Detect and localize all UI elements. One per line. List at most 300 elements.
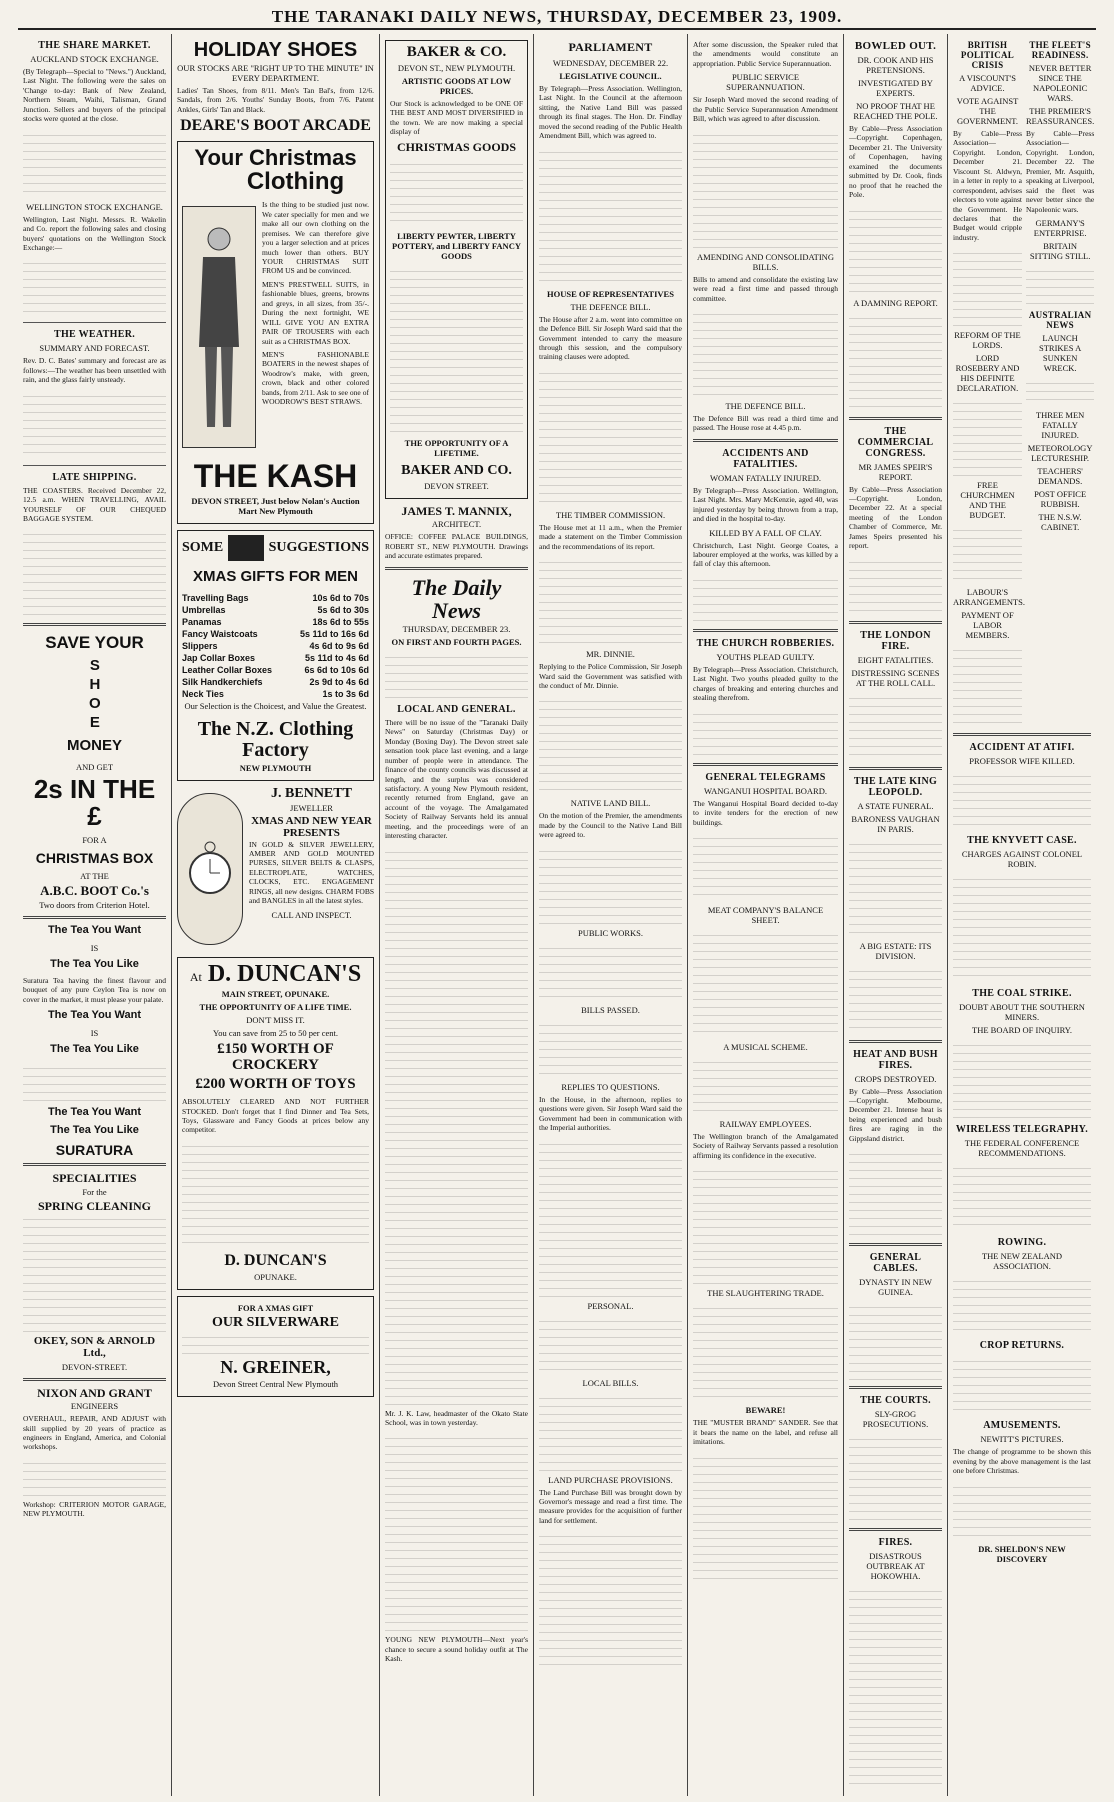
ad-text: DEVON-STREET. xyxy=(61,1361,128,1372)
ad-heading: D. DUNCAN'S xyxy=(224,1251,327,1269)
article-text: There will be no issue of the "Taranaki Daily News" on Saturday (Christmas Day) or Monday (Boxing Day). The Devon street sale sensation took place last evening, and a large number of people were in attendance. The finance of the county councils was discussed at length, and the surplus was considered satisfactory. A young New Plymouth resident, recently returned from England, gave an account of the voyage. The Amalgamated Society of Railway Servants held its annual meeting, and the proceedings were of an interesting character. xyxy=(385,717,528,841)
subheading: SLY-GROG PROSECUTIONS. xyxy=(862,1409,929,1430)
gift-price: 6s 6d to 10s 6d xyxy=(304,664,369,675)
ad-text: FOR A xyxy=(82,834,107,845)
text-block xyxy=(953,1354,1091,1414)
article-text: The Land Purchase Bill was brought down by Governor's message and read a first time. The measure provides for the acquisition of further land for settlement. xyxy=(539,1487,682,1525)
text-block xyxy=(849,691,942,761)
text-block xyxy=(849,964,942,1034)
text-block xyxy=(953,246,1022,326)
ad-text: Our Stock is acknowledged to be ONE OF THE BEST AND MOST DIVERSIFIED in the town. We are now making a special display of xyxy=(390,98,523,137)
text-block xyxy=(385,845,528,1405)
bennett-ad xyxy=(177,787,374,951)
ad-text: You can save from 25 to 50 per cent. xyxy=(213,1027,338,1038)
ad-text: CALL AND INSPECT. xyxy=(271,909,352,920)
gift-price: 4s 6d to 9s 6d xyxy=(309,640,369,651)
article-text: By Telegraph—Press Association. Christchurch, Last Night. Two youths pleaded guilty to the charges of breaking and entering churches and stealing therefrom. xyxy=(693,664,838,703)
ad-text: DON'T MISS IT. xyxy=(246,1014,305,1025)
ad-heading: J. BENNETT xyxy=(271,785,352,801)
ad-text: Workshop: CRITERION MOTOR GARAGE, NEW PLYMOUTH. xyxy=(23,1499,166,1519)
gift-item: Jap Collar Boxes xyxy=(182,652,256,663)
ad-heading: NIXON AND GRANT xyxy=(37,1385,152,1400)
heading: HEAT AND BUSH FIRES. xyxy=(853,1048,938,1071)
subheading: THE TIMBER COMMISSION. xyxy=(555,509,666,520)
gift-row xyxy=(182,617,369,627)
column-2 xyxy=(172,34,380,1796)
subheading: TEACHERS' DEMANDS. xyxy=(1037,465,1083,486)
heading: LATE SHIPPING. xyxy=(52,471,137,483)
heading: PARLIAMENT xyxy=(568,40,653,54)
subheading: BEWARE! xyxy=(745,1405,786,1416)
column-3 xyxy=(380,34,534,1796)
divider xyxy=(849,1243,942,1246)
article-text: Replying to the Police Commission, Sir Joseph Ward said the Government was satisfied with the conduct of Mr. Dinnie. xyxy=(539,662,682,690)
subheading: MR. DINNIE. xyxy=(586,649,635,660)
text-block xyxy=(390,157,523,227)
nz-clothing-ad xyxy=(177,530,374,781)
ad-text: MAIN STREET, OPUNAKE. xyxy=(221,988,330,999)
subheading: DISASTROUS OUTBREAK AT HOKOWHIA. xyxy=(866,1551,925,1582)
ad-heading: THE KASH xyxy=(193,458,358,495)
ad-heading: XMAS AND NEW YEAR PRESENTS xyxy=(251,815,372,839)
divider xyxy=(953,733,1091,736)
ad-heading: SURATURA xyxy=(55,1141,134,1158)
gift-row xyxy=(182,605,369,615)
ad-heading: The N.Z. Clothing Factory xyxy=(197,717,354,761)
article-text: By Telegraph—Press Association. Wellington, Last Night. Mrs. Mary McKenzie, aged 40, was injured yesterday by being thrown from a trap, and died in the hospital to-day. xyxy=(693,485,838,524)
subheading: A MUSICAL SCHEME. xyxy=(723,1041,808,1052)
gift-item: Neck Ties xyxy=(182,688,224,699)
divider xyxy=(23,1163,166,1166)
subheading: MEAT COMPANY'S BALANCE SHEET. xyxy=(707,904,824,925)
divider xyxy=(849,417,942,420)
ad-text: Our Selection is the Choicest, and Value the Greatest. xyxy=(184,700,367,711)
greiner-ad xyxy=(177,1296,374,1398)
gift-row xyxy=(182,629,369,639)
column-1 xyxy=(18,34,172,1796)
article-text: Bills to amend and consolidate the existing law were read a first time and passed through committee. xyxy=(693,274,838,303)
subheading: REFORM OF THE LORDS. xyxy=(954,330,1021,351)
subheading: LABOUR'S ARRANGEMENTS. xyxy=(953,587,1026,608)
divider xyxy=(23,916,166,919)
ad-heading: DEARE'S BOOT ARCADE xyxy=(180,117,371,135)
divider xyxy=(23,1378,166,1381)
text-block xyxy=(539,844,682,924)
text-block xyxy=(1026,264,1094,304)
ad-text: AT THE xyxy=(80,871,109,882)
ad-heading: JAMES T. MANNIX, xyxy=(401,503,512,518)
subheading: PUBLIC WORKS. xyxy=(577,927,644,938)
subheading: FREE CHURCHMEN AND THE BUDGET. xyxy=(960,480,1015,521)
gift-price: 5s 11d to 16s 6d xyxy=(299,628,369,639)
article-text: The Wellington branch of the Amalgamated Society of Railway Servants passed a resolution affirming its confidence in the executive. xyxy=(693,1131,838,1160)
divider xyxy=(693,439,838,442)
article-text: YOUNG NEW PLYMOUTH—Next year's chance to secure a sound holiday outfit at The Kash. xyxy=(385,1635,528,1664)
article-text: The Defence Bill was read a third time and passed. The House rose at 4.45 p.m. xyxy=(693,413,838,433)
text-block xyxy=(182,1330,369,1354)
subheading: BILLS PASSED. xyxy=(581,1004,640,1015)
heading: AUSTRALIAN NEWS xyxy=(1028,309,1092,330)
ad-text: JEWELLER xyxy=(290,803,333,814)
ad-heading: BAKER AND CO. xyxy=(401,463,512,479)
paper-nameplate: The Daily News xyxy=(411,574,502,623)
subheading: KILLED BY A FALL OF CLAY. xyxy=(709,527,822,538)
article-text: The Wanganui Hospital Board decided to-day to invite tenders for the erection of new buildings. xyxy=(693,798,838,827)
subheading: THE N.S.W. CABINET. xyxy=(1038,511,1082,532)
masthead xyxy=(18,6,1096,30)
gift-list xyxy=(182,593,369,699)
text-block xyxy=(539,1529,682,1669)
ad-heading: SAVE YOUR xyxy=(45,633,144,653)
subheading: THE FEDERAL CONFERENCE RECOMMENDATIONS. xyxy=(964,1138,1080,1159)
text-block xyxy=(539,694,682,794)
column-4 xyxy=(534,34,688,1796)
text-block xyxy=(849,1584,942,1784)
divider xyxy=(23,465,166,466)
text-block xyxy=(539,366,682,506)
heading: THE LATE KING LEOPOLD. xyxy=(853,775,938,798)
text-block xyxy=(693,1301,838,1401)
divider xyxy=(849,1386,942,1389)
subheading: DR. COOK AND HIS PRETENSIONS. xyxy=(857,55,934,75)
ad-heading: £150 WORTH OF CROCKERY xyxy=(217,1040,334,1073)
text-block xyxy=(849,837,942,937)
heading: CROP RETURNS. xyxy=(979,1340,1065,1352)
divider xyxy=(23,322,166,323)
fleet-section xyxy=(1026,34,1094,727)
article-text: The change of programme to be shown this evening by the above management is the last one before Christmas. xyxy=(953,1447,1091,1476)
text-block xyxy=(953,1038,1091,1118)
article-text: In the House, in the afternoon, replies to questions were given. Sir Joseph Ward said the Government had been in communication with the Imperial authorities. xyxy=(539,1094,682,1133)
divider xyxy=(23,623,166,626)
ad-heading: The Tea You Like xyxy=(50,1124,139,1136)
ad-text: Is the thing to be studied just now. We cater specially for men and we make all our own clothing on the premises. We can therefore give you a larger selection and at prices much lower than others. BUY YOUR CHRISTMAS SUIT FROM US and be convinced. xyxy=(262,200,369,276)
heading: THE COAL STRIKE. xyxy=(972,988,1072,1000)
subheading: LAND PURCHASE PROVISIONS. xyxy=(548,1474,673,1485)
gift-item: Silk Handkerchiefs xyxy=(182,676,263,687)
text-block xyxy=(1026,376,1094,406)
ad-text: AND GET xyxy=(75,762,114,773)
article-text: After some discussion, the Speaker ruled that the amendments would constitute an appropriation. Public Service Superannuation. xyxy=(693,40,838,68)
gift-item: Fancy Waistcoats xyxy=(182,628,258,639)
ad-text: LIBERTY PEWTER, LIBERTY POTTERY, and LIBERTY FANCY GOODS xyxy=(392,231,521,262)
subheading: AUCKLAND STOCK EXCHANGE. xyxy=(30,54,159,64)
gift-row xyxy=(182,689,369,699)
subheading: PROFESSOR WIFE KILLED. xyxy=(969,756,1075,767)
ad-text: Two doors from Criterion Hotel. xyxy=(39,899,150,910)
subheading: MR JAMES SPEIR'S REPORT. xyxy=(858,461,933,482)
text-block xyxy=(849,1432,942,1522)
ad-text: OPUNAKE. xyxy=(254,1271,297,1282)
text-block xyxy=(849,1147,942,1237)
divider xyxy=(693,629,838,632)
subheading: NEWITT'S PICTURES. xyxy=(980,1434,1064,1445)
text-block xyxy=(23,256,166,316)
ad-text: THE OPPORTUNITY OF A LIFETIME. xyxy=(404,438,509,459)
gift-price: 5s 6d to 30s xyxy=(317,604,369,615)
text-block xyxy=(539,145,682,285)
ad-text: IS xyxy=(90,1027,99,1038)
text-block xyxy=(539,1018,682,1078)
text-block xyxy=(693,831,838,901)
ad-heading: The Tea You Want xyxy=(47,923,142,936)
text-block xyxy=(539,1137,682,1297)
ad-heading: Your Christmas xyxy=(194,145,357,171)
subheading: THE PREMIER'S REASSURANCES. xyxy=(1026,106,1095,126)
divider xyxy=(849,1040,942,1043)
gift-price: 1s to 3s 6d xyxy=(322,688,369,699)
subheading: PUBLIC SERVICE SUPERANNUATION. xyxy=(726,72,805,93)
gift-row xyxy=(182,593,369,603)
text-block xyxy=(23,128,166,198)
text-block xyxy=(23,389,166,459)
crisis-section xyxy=(953,34,1026,727)
subheading: A DAMNING REPORT. xyxy=(853,297,938,308)
gift-price: 18s 6d to 55s xyxy=(312,616,369,627)
gift-row xyxy=(182,653,369,663)
ad-header-row xyxy=(182,535,369,561)
ad-heading: The Tea You Like xyxy=(50,957,139,970)
ad-text: OVERHAUL, REPAIR, AND ADJUST with skill supplied by 20 years of practice as engineers in England, America, and Colonial workshops. xyxy=(23,1414,166,1452)
ad-heading: D. DUNCAN'S xyxy=(207,960,362,987)
text-block xyxy=(539,1391,682,1471)
text-block xyxy=(953,1274,1091,1334)
article-text: By Cable—Press Association—Copyright. Copenhagen, December 21. The University of Copenhagen, having examined the documents submitted by Dr. Cook, finds no proof that he reached the Pole. xyxy=(849,124,942,200)
subheading: GERMANY'S ENTERPRISE. xyxy=(1033,217,1087,238)
heading: THE LONDON FIRE. xyxy=(860,629,931,652)
subheading: RAILWAY EMPLOYEES. xyxy=(719,1118,812,1129)
ad-heading: HOLIDAY SHOES xyxy=(193,39,358,61)
heading: THE KNYVETT CASE. xyxy=(967,835,1077,847)
ad-heading: £200 WORTH OF TOYS xyxy=(195,1076,356,1093)
article-text: THE COASTERS. Received December 22, 12.5 a.m. WHEN TRAVELLING, AVAIL YOURSELF OF OUR CHEQUED BAGGAGE SYSTEM. xyxy=(23,485,166,523)
duncan-title-row xyxy=(182,962,369,987)
subheading: LOCAL BILLS. xyxy=(582,1377,639,1388)
subheading: THREE MEN FATALLY INJURED. xyxy=(1035,409,1085,440)
ad-text: NEW PLYMOUTH xyxy=(239,762,312,773)
subheading: A BIG ESTATE: ITS DIVISION. xyxy=(859,940,932,961)
text-block xyxy=(23,1212,166,1332)
subheading: PAYMENT OF LABOR MEMBERS. xyxy=(961,610,1014,641)
ad-text: FOR A XMAS GIFT xyxy=(237,1302,314,1313)
text-block xyxy=(23,1456,166,1496)
article-text: By Cable—Press Association—Copyright. London, December 22. The Premier, Mr. Asquith, speaking at Liverpool, said the fleet was never better since the Napoleonic wars. xyxy=(1026,129,1095,214)
duncan-ad xyxy=(177,957,374,1290)
article-text: Mr. J. K. Law, headmaster of the Okato State School, was in town yesterday. xyxy=(385,1408,528,1427)
article-text: THE "MUSTER BRAND" SANDER. See that it bears the name on the label, and refuse all imitations. xyxy=(693,1418,838,1447)
ad-text: IS xyxy=(90,942,99,953)
ad-heading: N. GREINER, xyxy=(220,1357,331,1378)
ad-heading: A.B.C. BOOT Co.'s xyxy=(40,883,149,899)
subheading: CROPS DESTROYED. xyxy=(854,1073,937,1084)
ad-text: IN GOLD & SILVER JEWELLERY, AMBER AND GOLD MOUNTED PURSES, SILVER BELTS & CLASPS, ELECTROPLATE, WATCHES, CLOCKS, ETC. ENGAGEMENT RINGS, all new designs. CHARM FOBS and BANGLES in all the latest styles. xyxy=(249,839,374,906)
gift-price: 5s 11d to 4s 6d xyxy=(304,652,369,663)
subheading: WEDNESDAY, DECEMBER 22. xyxy=(552,58,669,68)
ad-text: Devon Street Central New Plymouth xyxy=(212,1379,339,1390)
text-block xyxy=(953,643,1022,723)
ad-heading: OUR SILVERWARE xyxy=(212,1314,339,1330)
text-block xyxy=(849,1300,942,1380)
pocket-watch-illustration xyxy=(177,793,243,945)
man-figure-icon xyxy=(189,217,249,437)
ad-text: Ladies' Tan Shoes, from 8/11. Men's Tan Bal's, from 12/6. Sandals, from 2/6. Youths' Sunday Boots, from 7/6. Patent Ankles, Girls' Tan and Black. xyxy=(177,86,374,114)
text-block xyxy=(693,928,838,1038)
masthead-title: THE TARANAKI DAILY NEWS, THURSDAY, DECEMBER 23, 1909. xyxy=(271,7,843,26)
watch-icon xyxy=(185,839,235,899)
subheading: POST OFFICE RUBBISH. xyxy=(1034,488,1087,509)
text-block xyxy=(693,1451,838,1581)
gift-item: Leather Collar Boxes xyxy=(182,664,273,675)
heading: BOWLED OUT. xyxy=(854,40,937,52)
subheading: PERSONAL. xyxy=(587,1300,634,1311)
divider xyxy=(693,763,838,766)
ad-heading: XMAS GIFTS FOR MEN xyxy=(193,567,358,585)
kash-ad-text xyxy=(262,200,369,454)
text-block xyxy=(385,1431,528,1631)
text-block xyxy=(953,396,1022,476)
ad-text: DEVON ST., NEW PLYMOUTH. xyxy=(397,62,516,73)
article-text: The House met at 11 a.m., when the Premier made a statement on the Timber Commission and the recommendations of its report. xyxy=(539,522,682,551)
heading: BRITISH POLITICAL CRISIS xyxy=(960,40,1015,70)
ad-heading: 2s IN THE £ xyxy=(33,774,156,832)
subheading: LAUNCH STRIKES A SUNKEN WRECK. xyxy=(1038,332,1082,373)
kash-ad xyxy=(177,141,374,524)
subheading: INVESTIGATED BY EXPERTS. xyxy=(858,78,933,98)
gift-item: Travelling Bags xyxy=(182,592,249,603)
text-block xyxy=(953,1480,1091,1540)
subheading: NEVER BETTER SINCE THE NAPOLEONIC WARS. xyxy=(1028,63,1092,103)
column-6 xyxy=(844,34,948,1796)
subheading: AMENDING AND CONSOLIDATING BILLS. xyxy=(697,251,834,272)
article-text: By Cable—Press Association—Copyright. London, December 21. Viscount St. Aldwyn, in a letter in reply to a correspondent, advises electors to vote against the Government. He declares that the Budget would cripple industry. xyxy=(953,129,1022,242)
heading: LOCAL AND GENERAL. xyxy=(397,703,516,715)
bennett-ad-text xyxy=(249,787,374,951)
text-block xyxy=(953,769,1091,829)
text-block xyxy=(539,941,682,1001)
subheading: THE DEFENCE BILL. xyxy=(725,400,806,411)
ad-text: DEVON STREET, Just below Nolan's Auction Mart New Plymouth xyxy=(191,495,360,516)
heading: GENERAL TELEGRAMS xyxy=(705,771,826,783)
date-line: THURSDAY, DECEMBER 23. xyxy=(402,623,511,634)
subheading: THE NEW ZEALAND ASSOCIATION. xyxy=(981,1251,1063,1272)
ad-text: ENGINEERS xyxy=(70,1401,119,1412)
ad-text: ABSOLUTELY CLEARED AND NOT FURTHER STOCKED. Don't forget that I find Dinner and Tea Sets, Toys, Glassware and Fancy Goods at prices below any competitor. xyxy=(182,1097,369,1135)
text-block xyxy=(849,204,942,294)
divider xyxy=(849,621,942,624)
text-block xyxy=(849,555,942,615)
kash-ad-body xyxy=(182,200,369,454)
heading: GENERAL CABLES. xyxy=(869,1252,922,1275)
heading: ACCIDENT AT ATIFI. xyxy=(969,742,1075,754)
heading: ACCIDENTS AND FATALITIES. xyxy=(722,447,809,470)
ad-text: DEVON STREET. xyxy=(424,480,489,491)
ad-heading: The Tea You Want xyxy=(47,1009,142,1022)
subheading: YOUTHS PLEAD GUILTY. xyxy=(716,651,815,662)
ad-heading: Clothing xyxy=(246,168,345,196)
ad-heading: MONEY xyxy=(66,737,122,755)
subheading: WOMAN FATALLY INJURED. xyxy=(709,472,822,483)
article-text: By Telegraph—Press Association. Wellington, Last Night. In the Council at the afternoon sitting, the Native Land Bill was passed through its final stages. The Hon. Dr. Findlay moved the second reading of the Public Health Amendment Bill, which was agreed to. xyxy=(539,84,682,141)
text-block xyxy=(953,872,1091,982)
subheading: DISTRESSING SCENES AT THE ROLL CALL. xyxy=(851,667,940,688)
man-in-suit-illustration xyxy=(182,206,256,448)
heading: THE COMMERCIAL CONGRESS. xyxy=(857,425,934,459)
heading: THE FLEET'S READINESS. xyxy=(1029,40,1091,60)
gift-row xyxy=(182,677,369,687)
subheading: DOUBT ABOUT THE SOUTHERN MINERS. xyxy=(959,1002,1085,1023)
subheading: WELLINGTON STOCK EXCHANGE. xyxy=(26,201,163,212)
ad-text: OFFICE: COFFEE PALACE BUILDINGS, ROBERT ST., NEW PLYMOUTH. Drawings and accurate estimates prepared. xyxy=(385,532,528,561)
article-text: By Cable—Press Association—Copyright. Melbourne, December 21. Intense heat is being experienced and bush fires are raging in the Gippsland district. xyxy=(849,1086,942,1143)
ad-text: MEN'S FASHIONABLE BOATERS in the newest shapes of Woodrow's make, with green, crown, black and other colored bands, from 2/11. Ask to see one of WOODROW'S BEST STRAWS. xyxy=(262,349,369,407)
text-block xyxy=(539,555,682,645)
heading: THE SHARE MARKET. xyxy=(38,40,151,51)
column-7 xyxy=(948,34,1096,1796)
ad-heading: SPECIALITIES xyxy=(52,1171,137,1186)
ad-text: ARCHITECT. xyxy=(431,519,482,530)
ad-heading: The Tea You Like xyxy=(50,1042,139,1055)
text-block xyxy=(693,1055,838,1115)
gift-row xyxy=(182,641,369,651)
ad-text: OUR STOCKS ARE "RIGHT UP TO THE MINUTE" IN EVERY DEPARTMENT. xyxy=(177,63,374,83)
heading: WIRELESS TELEGRAPHY. xyxy=(955,1124,1089,1136)
subheading: A VISCOUNT'S ADVICE. xyxy=(959,73,1016,93)
article-text: On the motion of the Premier, the amendments made by the Council to the Native Land Bill were agreed to. xyxy=(539,811,682,840)
subheading: HOUSE OF REPRESENTATIVES xyxy=(547,288,674,299)
ad-heading: BAKER & CO. xyxy=(406,44,507,60)
ad-heading: CHRISTMAS GOODS xyxy=(396,139,517,154)
subheading: LORD ROSEBERY AND HIS DEFINITE DECLARATION. xyxy=(955,353,1020,394)
ad-heading: SUGGESTIONS xyxy=(268,539,369,555)
subheading: METEOROLOGY LECTURESHIP. xyxy=(1027,442,1093,463)
ad-heading: SHOE xyxy=(86,657,104,734)
subheading: DYNASTY IN NEW GUINEA. xyxy=(859,1277,932,1298)
text-block xyxy=(23,527,166,617)
subheading: A STATE FUNERAL. xyxy=(857,800,934,811)
text-block xyxy=(693,128,838,248)
subheading: NATIVE LAND BILL. xyxy=(570,798,651,809)
gift-price: 2s 9d to 4s 6d xyxy=(309,676,369,687)
gift-row xyxy=(182,665,369,675)
hb-logo-icon xyxy=(228,535,264,561)
article-text: (By Telegraph—Special to "News.") Auckland, Last Night. The following were the sales on 'Change to-day: Bank of New Zealand, Northern Steam, Waihi, Talisman, Grand Junction. Sellers and buyers of the principal stocks were quoted at the close. xyxy=(23,67,166,124)
ad-heading: OKEY, SON & ARNOLD Ltd., xyxy=(33,1335,156,1359)
ad-heading: CHRISTMAS BOX xyxy=(35,849,154,866)
subheading: REPLIES TO QUESTIONS. xyxy=(561,1081,660,1092)
subheading: LEGISLATIVE COUNCIL. xyxy=(559,71,662,81)
divider xyxy=(849,1528,942,1531)
heading: FIRES. xyxy=(878,1537,913,1549)
ad-heading: SOME xyxy=(182,539,224,555)
ad-text: At xyxy=(189,969,202,984)
text-block xyxy=(849,311,942,411)
top-split xyxy=(953,34,1095,727)
columns xyxy=(18,34,1096,1796)
column-5 xyxy=(688,34,844,1796)
subheading: CHARGES AGAINST COLONEL ROBIN. xyxy=(961,849,1083,870)
text-block xyxy=(693,573,838,623)
subheading: THE BOARD OF INQUIRY. xyxy=(972,1025,1072,1036)
subheading: NO PROOF THAT HE REACHED THE POLE. xyxy=(853,101,938,121)
text-block xyxy=(693,1164,838,1284)
ad-text: For the xyxy=(82,1186,107,1197)
gift-item: Slippers xyxy=(182,640,218,651)
heading: THE COURTS. xyxy=(860,1395,931,1407)
heading: AMUSEMENTS. xyxy=(983,1420,1061,1432)
subheading: SUMMARY AND FORECAST. xyxy=(39,343,150,354)
baker-ad xyxy=(385,40,528,499)
gift-price: 10s 6d to 70s xyxy=(312,592,369,603)
